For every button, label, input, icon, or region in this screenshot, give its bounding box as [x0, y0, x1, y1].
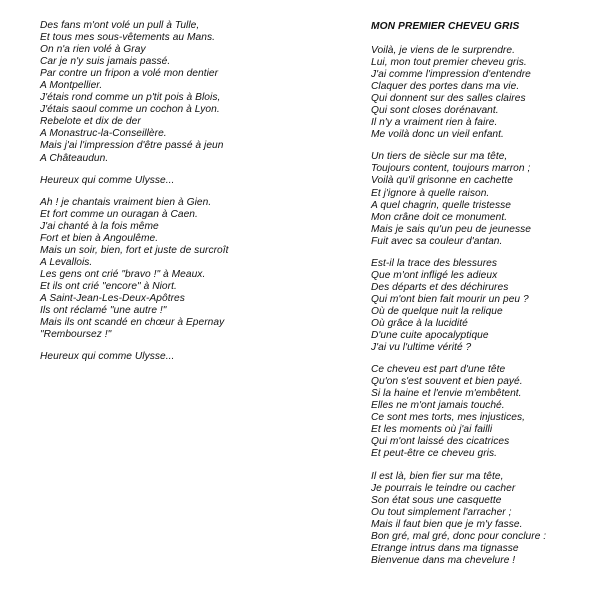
poem-line: Un tiers de siècle sur ma tête,: [371, 151, 508, 163]
poem-line: Mais ils ont scandé en chœur à Epernay: [40, 317, 225, 329]
poem-line: Je pourrais le teindre ou cacher: [371, 482, 516, 494]
poem-line: Ce cheveu est part d'une tête: [371, 364, 506, 376]
poem-line: J'étais rond comme un p'tit pois à Blois,: [40, 92, 221, 104]
poem-line: Les gens ont crié "bravo !" à Meaux.: [40, 268, 206, 280]
poem-line: Par contre un fripon a volé mon dentier: [40, 68, 219, 80]
poem-line: Que m'ont infligé les adieux: [371, 269, 498, 281]
poem-line: On n'a rien volé à Gray: [40, 44, 146, 56]
poem-line: Ce sont mes torts, mes injustices,: [371, 412, 525, 424]
poem-line: Mais je sais qu'un peu de jeunesse: [371, 223, 531, 235]
poem-line: Et les moments où j'ai failli: [371, 424, 493, 436]
poem-line: Et j'ignore à quelle raison.: [371, 187, 490, 199]
poem-line: Ah ! je chantais vraiment bien à Gien.: [40, 196, 212, 208]
poem-line: Où de quelque nuit la relique: [371, 305, 503, 317]
poem-line: Heureux qui comme Ulysse...: [40, 174, 175, 186]
poem-line: Ou tout simplement l'arracher ;: [371, 506, 512, 518]
poem-line: Mon crâne doit ce monument.: [371, 211, 508, 223]
poem-line: Mais il faut bien que je m'y fasse.: [371, 518, 523, 530]
stanza: [40, 20, 290, 165]
stanza: [371, 45, 599, 141]
poem-line: Qui sont closes dorénavant.: [371, 105, 499, 117]
poem-line: Il n'y a vraiment rien à faire.: [371, 117, 498, 129]
poem-line: A Levallois.: [40, 256, 93, 268]
stanza: [371, 364, 599, 460]
poem-line: D'une cuite apocalyptique: [371, 330, 489, 342]
poem-line: Et peut-être ce cheveu gris.: [371, 448, 497, 460]
poem-line: J'étais saoul comme un cochon à Lyon.: [40, 104, 220, 116]
poem-title: MON PREMIER CHEVEU GRIS: [371, 21, 520, 32]
poem-line: Toujours content, toujours marron ;: [371, 163, 531, 175]
poem-line: Claquer des portes dans ma vie.: [371, 81, 520, 93]
poem-line: Bon gré, mal gré, donc pour conclure :: [371, 530, 547, 542]
poem-line: Qu'on s'est souvent et bien payé.: [371, 376, 523, 388]
poem-line: Car je n'y suis jamais passé.: [40, 56, 171, 68]
poem-line: Et tous mes sous-vêtements au Mans.: [40, 32, 216, 44]
stanza: [371, 471, 599, 567]
poem-line: Ils ont réclamé "une autre !": [40, 305, 167, 317]
left-poem-column: [40, 20, 290, 373]
poem-line: Mais j'ai l'impression d'être passé à jeun: [40, 140, 224, 152]
poem-line: Il est là, bien fier sur ma tête,: [371, 470, 504, 482]
poem-line: A Saint-Jean-Les-Deux-Apôtres: [40, 292, 185, 304]
stanza: [371, 151, 599, 247]
poem-line: Etrange intrus dans ma tignasse: [371, 542, 519, 554]
poem-line: Qui donnent sur des salles claires: [371, 93, 526, 105]
poem-line: Et ils ont crié "encore" à Niort.: [40, 280, 177, 292]
poem-line: A quel chagrin, quelle tristesse: [371, 199, 511, 211]
poem-line: Est-il la trace des blessures: [371, 257, 498, 269]
poem-line: Heureux qui comme Ulysse...: [40, 351, 175, 363]
right-poem-column: [371, 20, 599, 577]
poem-line: A Montpellier.: [40, 80, 103, 92]
poem-line: Voilà, je viens de le surprendre.: [371, 45, 515, 56]
poem-line: Voilà qu'il grisonne en cachette: [371, 175, 513, 187]
poem-line: Bienvenue dans ma chevelure !: [371, 554, 516, 566]
poem-line: Rebelote et dix de der: [40, 116, 141, 128]
poem-line: Son état sous une casquette: [371, 494, 502, 506]
poem-line: A Châteaudun.: [40, 152, 109, 164]
poem-line: A Monastruc-la-Conseillère.: [40, 128, 167, 140]
poem-line: Des fans m'ont volé un pull à Tulle,: [40, 20, 200, 31]
poem-line: Et fort comme un ouragan à Caen.: [40, 208, 198, 220]
stanza: [371, 258, 599, 354]
poem-line: Fort et bien à Angoulême.: [40, 232, 159, 244]
stanza: [40, 351, 290, 363]
poem-line: Elles ne m'ont jamais touché.: [371, 400, 505, 412]
poem-line: Lui, mon tout premier cheveu gris.: [371, 57, 527, 69]
poem-line: Qui m'ont bien fait mourir un peu ?: [371, 293, 529, 305]
poem-line: J'ai vu l'ultime vérité ?: [371, 342, 472, 354]
poem-line: J'ai chanté à la fois même: [40, 220, 159, 232]
poem-line: Qui m'ont laissé des cicatrices: [371, 436, 510, 448]
poem-line: Si la haine et l'envie m'embêtent.: [371, 388, 522, 400]
poem-line: "Remboursez !": [40, 329, 112, 341]
poem-line: Fuit avec sa couleur d'antan.: [371, 235, 503, 247]
poem-line: J'ai comme l'impression d'entendre: [371, 69, 531, 81]
poem-line: Des départs et des déchirures: [371, 281, 509, 293]
stanza: [40, 197, 290, 342]
poem-line: Me voilà donc un vieil enfant.: [371, 129, 504, 141]
poem-line: Mais un soir, bien, fort et juste de surcroît: [40, 244, 229, 256]
stanza: [40, 175, 290, 187]
poem-line: Où grâce à la lucidité: [371, 317, 468, 329]
